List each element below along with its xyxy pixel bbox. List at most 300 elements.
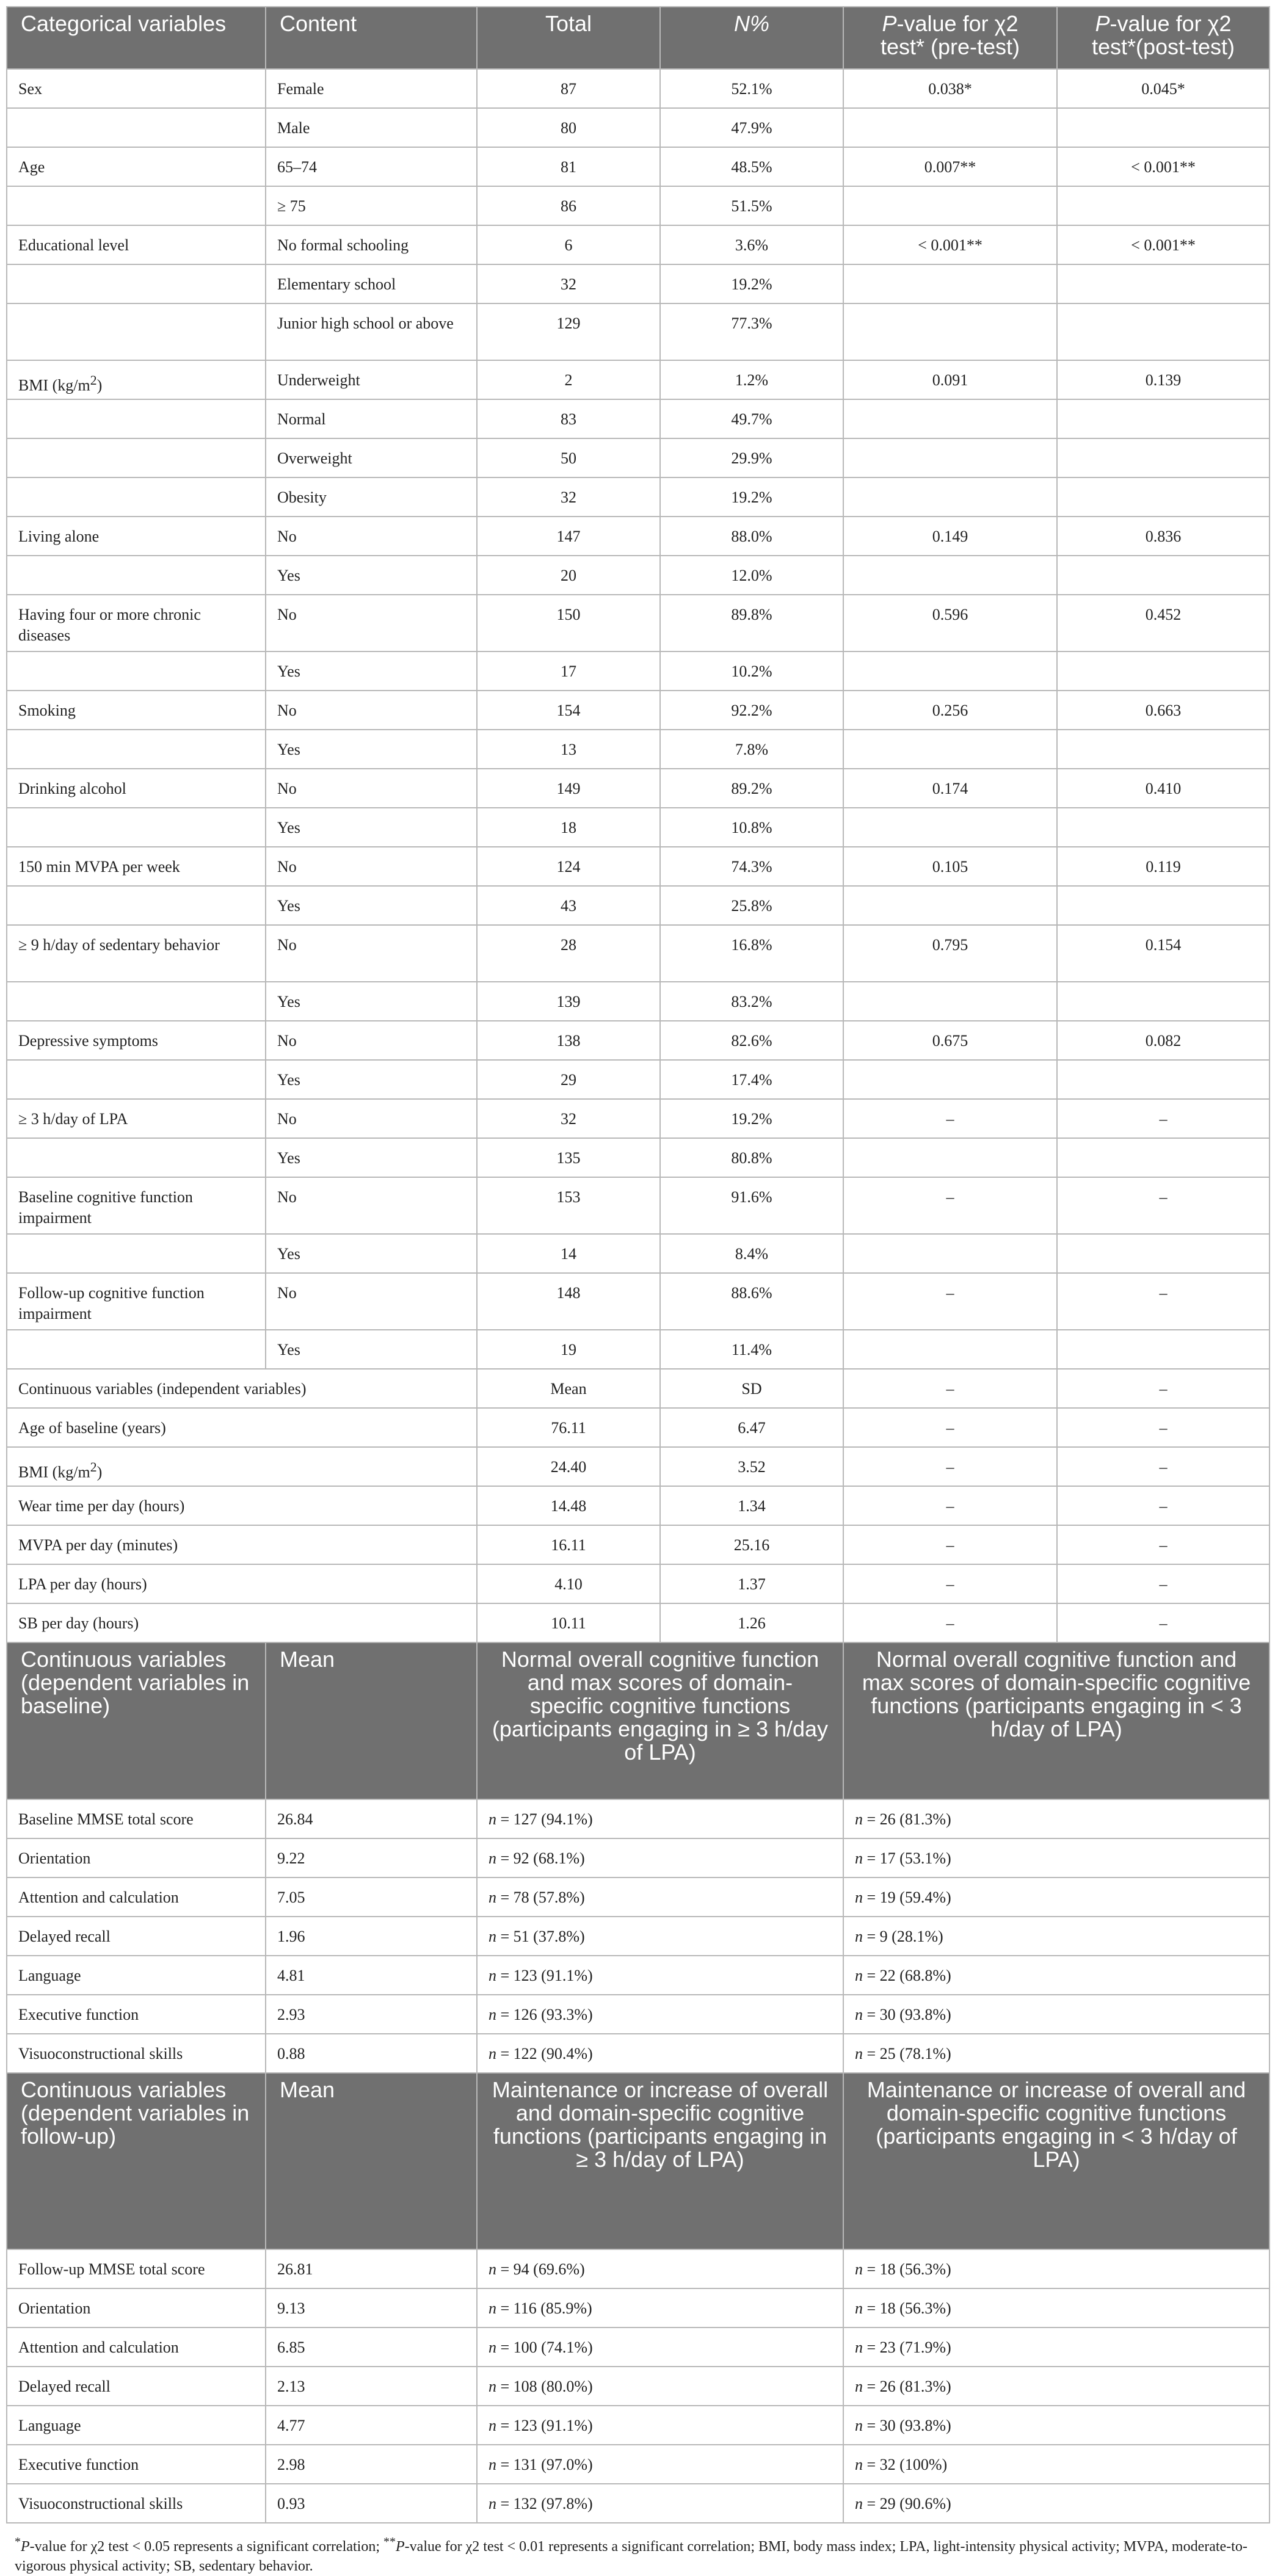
variable-cell: Attention and calculation [7, 2327, 266, 2367]
percent-cell: 89.8% [660, 595, 843, 651]
p-post-cell [1057, 1138, 1270, 1177]
table-row [7, 1838, 1270, 1878]
footnote-p: P [21, 2539, 30, 2555]
content-cell: Underweight [266, 360, 477, 399]
n-value: = 17 (53.1%) [866, 1849, 951, 1867]
n-symbol: n [855, 2299, 863, 2317]
total-cell: 124 [477, 847, 660, 886]
variable-cell [7, 69, 266, 108]
sd-cell: 1.26 [660, 1603, 843, 1642]
sd-cell: 3.52 [660, 1447, 843, 1486]
percent-cell: 82.6% [660, 1021, 843, 1060]
n-value: = 18 (56.3%) [866, 2260, 951, 2278]
content-cell: 65–74 [266, 147, 477, 186]
percent-cell: 74.3% [660, 847, 843, 886]
total-cell: 13 [477, 730, 660, 769]
lt3-cell [843, 1956, 1270, 1995]
p-pre-cell [843, 1138, 1057, 1177]
total-cell: 129 [477, 303, 660, 360]
p-post-cell [1057, 303, 1270, 360]
ge3-cell [477, 1878, 843, 1917]
n-value: = 23 (71.9%) [866, 2338, 951, 2356]
percent-cell: 77.3% [660, 303, 843, 360]
variable-name: 150 min MVPA per week [18, 858, 180, 876]
p-post-cell [1057, 651, 1270, 691]
variable-name: MVPA per day (minutes) [18, 1536, 178, 1554]
variable-cell [7, 691, 266, 730]
variable-cell [7, 1408, 477, 1447]
n-value: = 132 (97.8%) [500, 2495, 593, 2513]
mean-cell: 9.13 [266, 2288, 477, 2327]
variable-cell [7, 1447, 477, 1486]
variable-cell [7, 1099, 266, 1138]
p-post-cell: – [1057, 1603, 1270, 1642]
percent-cell: 92.2% [660, 691, 843, 730]
content-cell: No [266, 1273, 477, 1330]
ge3-cell [477, 2445, 843, 2484]
sd-cell: 1.37 [660, 1564, 843, 1603]
content-cell: Normal [266, 399, 477, 438]
p-post-cell [1057, 477, 1270, 517]
p-post-cell [1057, 808, 1270, 847]
variable-cell [7, 1525, 477, 1564]
p-post-cell: < 0.001** [1057, 147, 1270, 186]
n-value: = 126 (93.3%) [500, 2006, 593, 2023]
mean-cell: 14.48 [477, 1486, 660, 1525]
n-symbol: n [855, 1967, 863, 1984]
p-post-cell: – [1057, 1369, 1270, 1408]
p-pre-cell [843, 264, 1057, 303]
percent-cell: 19.2% [660, 477, 843, 517]
p-pre-cell: – [843, 1177, 1057, 1234]
total-cell: 153 [477, 1177, 660, 1234]
content-cell: Yes [266, 886, 477, 925]
table-header-row [7, 7, 1270, 69]
lt3-cell [843, 2367, 1270, 2406]
p-pre-cell [843, 651, 1057, 691]
table-row [7, 2445, 1270, 2484]
p-pre-cell: 0.795 [843, 925, 1057, 982]
variable-cell [7, 595, 266, 651]
percent-cell: 8.4% [660, 1234, 843, 1273]
table-row [7, 477, 1270, 517]
percent-cell: 1.2% [660, 360, 843, 399]
n-value: = 116 (85.9%) [500, 2299, 592, 2317]
content-cell: Overweight [266, 438, 477, 477]
footnote-text-2: -value for χ2 test < 0.01 represents a significant correlation; BMI, body mass index; LPA, light-intensity physical activity; MVPA, moderate-to-vigorous physical activity; SB, sedentary behavior. [15, 2539, 1248, 2574]
table-row [7, 847, 1270, 886]
variable-name: SB per day (hours) [18, 1614, 139, 1632]
percent-cell: 16.8% [660, 925, 843, 982]
total-cell: 50 [477, 438, 660, 477]
table-row [7, 1564, 1270, 1603]
total-cell: 14 [477, 1234, 660, 1273]
variable-cell: Visuoconstructional skills [7, 2034, 266, 2073]
data-table [6, 6, 1270, 2523]
table-row [7, 808, 1270, 847]
p-pre-cell [843, 1234, 1057, 1273]
header-total: Total [477, 7, 660, 69]
content-cell: No [266, 925, 477, 982]
total-cell: 6 [477, 225, 660, 264]
n-value: = 29 (90.6%) [866, 2495, 951, 2513]
p-post-cell: < 0.001** [1057, 225, 1270, 264]
p-post-cell: – [1057, 1177, 1270, 1234]
lt3-cell [843, 1917, 1270, 1956]
table-row [7, 1486, 1270, 1525]
total-cell: 86 [477, 186, 660, 225]
variable-cell [7, 808, 266, 847]
p-pre-cell [843, 399, 1057, 438]
p-post-cell: – [1057, 1273, 1270, 1330]
variable-cell [7, 1330, 266, 1369]
variable-cell [7, 730, 266, 769]
variable-cell: Visuoconstructional skills [7, 2484, 266, 2523]
n-symbol: n [489, 1810, 496, 1828]
percent-cell: 88.6% [660, 1273, 843, 1330]
section-header-variables: Continuous variables (dependent variables in baseline) [7, 1642, 266, 1799]
variable-cell [7, 186, 266, 225]
p-pre-cell: – [843, 1486, 1057, 1525]
p-post-cell [1057, 399, 1270, 438]
n-value: = 19 (59.4%) [866, 1888, 951, 1906]
lt3-cell [843, 2249, 1270, 2288]
content-cell: Yes [266, 1060, 477, 1099]
variable-name: Baseline cognitive function impairment [18, 1188, 193, 1227]
mean-cell: 76.11 [477, 1408, 660, 1447]
sd-cell: 25.16 [660, 1525, 843, 1564]
table-row [7, 595, 1270, 651]
p-post-cell: – [1057, 1408, 1270, 1447]
content-cell: No [266, 847, 477, 886]
ge3-cell [477, 2406, 843, 2445]
lt3-cell [843, 2034, 1270, 2073]
variable-cell: Orientation [7, 2288, 266, 2327]
percent-cell: 11.4% [660, 1330, 843, 1369]
p-post-cell: – [1057, 1447, 1270, 1486]
n-symbol: n [489, 1928, 496, 1945]
n-symbol: n [489, 2045, 496, 2063]
table-row [7, 1330, 1270, 1369]
p-pre-cell: – [843, 1099, 1057, 1138]
n-value: = 9 (28.1%) [866, 1928, 943, 1945]
n-value: = 94 (69.6%) [500, 2260, 585, 2278]
variable-name: Age of baseline (years) [18, 1419, 166, 1437]
n-value: = 32 (100%) [866, 2456, 948, 2473]
variable-cell [7, 225, 266, 264]
header-n-percent: N% [660, 7, 843, 69]
variable-name: Depressive symptoms [18, 1032, 158, 1050]
ge3-cell [477, 1995, 843, 2034]
table-row [7, 2484, 1270, 2523]
header-p-pre [843, 7, 1057, 69]
p-post-cell [1057, 886, 1270, 925]
percent-cell: 83.2% [660, 982, 843, 1021]
total-cell: 28 [477, 925, 660, 982]
percent-cell: 12.0% [660, 556, 843, 595]
p-pre-cell: 0.174 [843, 769, 1057, 808]
table-row [7, 691, 1270, 730]
n-symbol: n [855, 1849, 863, 1867]
p-post-cell: 0.082 [1057, 1021, 1270, 1060]
variable-name: Living alone [18, 528, 100, 545]
table-row [7, 1525, 1270, 1564]
mean-cell: 24.40 [477, 1447, 660, 1486]
lt3-cell [843, 1838, 1270, 1878]
table-row [7, 1799, 1270, 1838]
total-cell: 29 [477, 1060, 660, 1099]
lt3-cell [843, 2288, 1270, 2327]
table-row [7, 1917, 1270, 1956]
p-post-cell [1057, 1060, 1270, 1099]
ge3-cell [477, 2327, 843, 2367]
variable-cell [7, 1060, 266, 1099]
variable-cell [7, 556, 266, 595]
n-symbol: n [489, 2417, 496, 2434]
percent-cell: 51.5% [660, 186, 843, 225]
variable-name: Educational level [18, 236, 129, 254]
percent-cell: 25.8% [660, 886, 843, 925]
variable-name: BMI (kg/m [18, 376, 90, 394]
variable-cell [7, 1273, 266, 1330]
n-symbol: n [855, 2006, 863, 2023]
section-header-variables: Continuous variables (dependent variables in follow-up) [7, 2073, 266, 2249]
total-cell: 32 [477, 477, 660, 517]
p-post-cell [1057, 1234, 1270, 1273]
n-value: = 30 (93.8%) [866, 2006, 951, 2023]
mean-cell: 2.98 [266, 2445, 477, 2484]
content-cell: Obesity [266, 477, 477, 517]
table-row [7, 2034, 1270, 2073]
lt3-cell [843, 1995, 1270, 2034]
table-row [7, 1408, 1270, 1447]
content-cell: Yes [266, 1330, 477, 1369]
n-value: = 131 (97.0%) [500, 2456, 593, 2473]
content-cell: No [266, 1099, 477, 1138]
p-post-cell [1057, 108, 1270, 147]
percent-cell: 48.5% [660, 147, 843, 186]
total-cell: 138 [477, 1021, 660, 1060]
total-cell: 18 [477, 808, 660, 847]
content-cell: Yes [266, 556, 477, 595]
variable-cell [7, 1138, 266, 1177]
p-post-cell: – [1057, 1564, 1270, 1603]
sd-cell: 1.34 [660, 1486, 843, 1525]
table-row [7, 1060, 1270, 1099]
variable-name: LPA per day (hours) [18, 1575, 147, 1593]
percent-cell: 17.4% [660, 1060, 843, 1099]
header-p-pre-text: -value for χ2 test* (pre-test) [880, 11, 1020, 59]
p-pre-cell [843, 186, 1057, 225]
variable-cell [7, 847, 266, 886]
n-value: = 26 (81.3%) [866, 1810, 951, 1828]
table-row [7, 69, 1270, 108]
footnote [6, 2532, 1266, 2576]
p-pre-cell: 0.038* [843, 69, 1057, 108]
content-cell: Yes [266, 1234, 477, 1273]
table-row [7, 1603, 1270, 1642]
mean-cell: 26.84 [266, 1799, 477, 1838]
percent-cell: 91.6% [660, 1177, 843, 1234]
total-cell: 135 [477, 1138, 660, 1177]
ge3-cell [477, 2034, 843, 2073]
total-cell: 87 [477, 69, 660, 108]
total-cell: 149 [477, 769, 660, 808]
superscript: 2 [90, 373, 97, 388]
variable-name: Sex [18, 80, 42, 98]
mean-cell: 9.22 [266, 1838, 477, 1878]
p-pre-cell: 0.256 [843, 691, 1057, 730]
total-cell: 19 [477, 1330, 660, 1369]
table-row [7, 2367, 1270, 2406]
n-value: = 92 (68.1%) [500, 1849, 585, 1867]
content-cell: Elementary school [266, 264, 477, 303]
mean-cell: 4.81 [266, 1956, 477, 1995]
content-cell: No [266, 691, 477, 730]
n-symbol: n [855, 2338, 863, 2356]
content-cell: Yes [266, 982, 477, 1021]
p-pre-cell: 0.007** [843, 147, 1057, 186]
ge3-cell [477, 2484, 843, 2523]
p-pre-cell [843, 1330, 1057, 1369]
p-pre-cell: – [843, 1369, 1057, 1408]
p-post-cell: 0.139 [1057, 360, 1270, 399]
table-row [7, 556, 1270, 595]
n-value: = 108 (80.0%) [500, 2378, 593, 2395]
table-row [7, 730, 1270, 769]
p-pre-cell: 0.105 [843, 847, 1057, 886]
p-post-cell [1057, 1330, 1270, 1369]
table-row [7, 2327, 1270, 2367]
p-pre-cell: 0.596 [843, 595, 1057, 651]
table-row [7, 360, 1270, 399]
variable-cell [7, 1234, 266, 1273]
content-cell: Yes [266, 1138, 477, 1177]
table-row [7, 2406, 1270, 2445]
variable-name: ≥ 9 h/day of sedentary behavior [18, 936, 220, 954]
percent-cell: 10.8% [660, 808, 843, 847]
header-p-post [1057, 7, 1270, 69]
p-pre-cell: – [843, 1447, 1057, 1486]
percent-cell: 19.2% [660, 1099, 843, 1138]
variable-cell [7, 1021, 266, 1060]
variable-name: Wear time per day (hours) [18, 1497, 185, 1515]
variable-cell: Language [7, 1956, 266, 1995]
content-cell: Junior high school or above [266, 303, 477, 360]
section-header-mean: Mean [266, 1642, 477, 1799]
table-row [7, 651, 1270, 691]
ge3-cell [477, 2249, 843, 2288]
variable-cell: Executive function [7, 2445, 266, 2484]
variable-cell [7, 886, 266, 925]
n-value: = 25 (78.1%) [866, 2045, 951, 2063]
total-cell: 32 [477, 264, 660, 303]
n-symbol: n [489, 2260, 496, 2278]
variable-name: ≥ 3 h/day of LPA [18, 1110, 128, 1128]
percent-cell: 47.9% [660, 108, 843, 147]
p-pre-cell [843, 108, 1057, 147]
total-cell: 80 [477, 108, 660, 147]
n-symbol: n [855, 2456, 863, 2473]
n-value: = 51 (37.8%) [500, 1928, 585, 1945]
lt3-cell [843, 2406, 1270, 2445]
n-symbol: n [855, 1888, 863, 1906]
table-row [7, 1995, 1270, 2034]
variable-cell [7, 1564, 477, 1603]
ge3-cell [477, 2367, 843, 2406]
variable-cell [7, 303, 266, 360]
p-pre-cell [843, 556, 1057, 595]
header-content: Content [266, 7, 477, 69]
p-post-cell [1057, 264, 1270, 303]
percent-cell: 89.2% [660, 769, 843, 808]
table-row [7, 1138, 1270, 1177]
content-cell: Yes [266, 730, 477, 769]
n-symbol: n [855, 2378, 863, 2395]
p-pre-cell [843, 438, 1057, 477]
p-pre-cell: 0.149 [843, 517, 1057, 556]
mean-cell: 7.05 [266, 1878, 477, 1917]
lt3-cell [843, 1799, 1270, 1838]
n-value: = 30 (93.8%) [866, 2417, 951, 2434]
n-value: = 22 (68.8%) [866, 1967, 951, 1984]
content-cell: No [266, 1021, 477, 1060]
p-post-cell: 0.045* [1057, 69, 1270, 108]
variable-name: Follow-up cognitive function impairment [18, 1284, 205, 1322]
n-value: = 18 (56.3%) [866, 2299, 951, 2317]
mean-cell: 26.81 [266, 2249, 477, 2288]
table-row [7, 886, 1270, 925]
section-header-row [7, 2073, 1270, 2249]
variable-name-tail: ) [96, 1463, 103, 1481]
table-row [7, 108, 1270, 147]
variable-cell [7, 438, 266, 477]
content-cell: ≥ 75 [266, 186, 477, 225]
table-row-continuous-header [7, 1369, 1270, 1408]
variable-cell: Baseline MMSE total score [7, 1799, 266, 1838]
ge3-cell [477, 1799, 843, 1838]
variable-cell [7, 108, 266, 147]
table-body [7, 69, 1270, 2523]
total-cell: 83 [477, 399, 660, 438]
n-value: = 123 (91.1%) [500, 2417, 593, 2434]
table-row [7, 1447, 1270, 1486]
table-row [7, 1177, 1270, 1234]
total-cell: 150 [477, 595, 660, 651]
p-pre-cell: – [843, 1273, 1057, 1330]
percent-cell: 10.2% [660, 651, 843, 691]
total-cell: 20 [477, 556, 660, 595]
total-cell: 2 [477, 360, 660, 399]
n-symbol: n [489, 2495, 496, 2513]
variable-cell [7, 477, 266, 517]
lt3-cell [843, 2484, 1270, 2523]
sd-cell: 6.47 [660, 1408, 843, 1447]
table-row [7, 2288, 1270, 2327]
lt3-cell [843, 2327, 1270, 2367]
variable-cell [7, 982, 266, 1021]
table-row [7, 1234, 1270, 1273]
n-symbol: n [855, 1810, 863, 1828]
n-symbol: n [489, 2378, 496, 2395]
percent-cell: 52.1% [660, 69, 843, 108]
sd-label-cell: SD [660, 1369, 843, 1408]
p-pre-cell: – [843, 1408, 1057, 1447]
content-cell: No [266, 1177, 477, 1234]
table-row [7, 517, 1270, 556]
variable-name: Age [18, 158, 45, 176]
variable-cell: Language [7, 2406, 266, 2445]
